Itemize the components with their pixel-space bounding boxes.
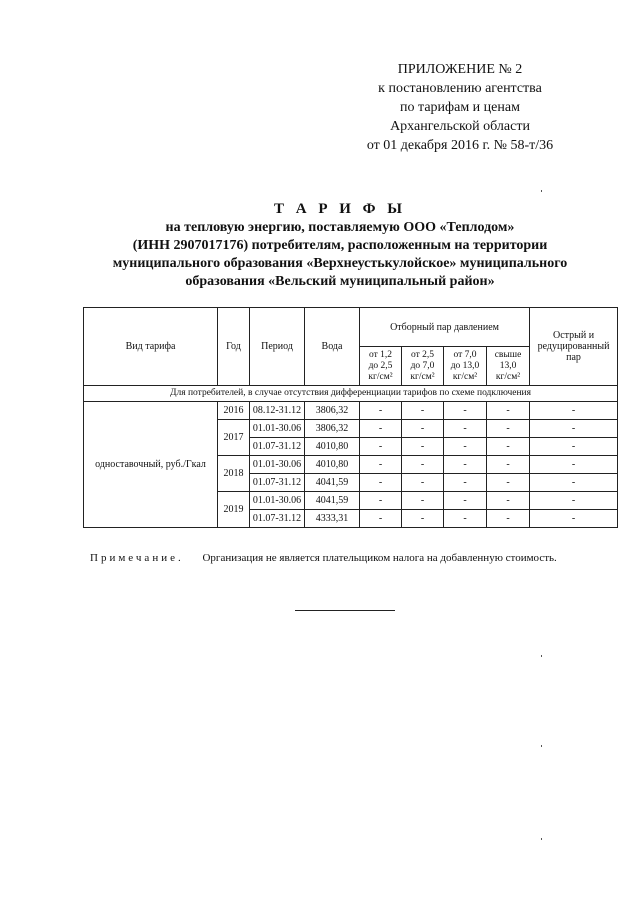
steam-cell: - bbox=[402, 492, 444, 510]
appendix-line: Архангельской области bbox=[390, 119, 530, 134]
steam-cell: - bbox=[402, 510, 444, 528]
steam-cell: - bbox=[402, 438, 444, 456]
steam-cell: - bbox=[444, 474, 487, 492]
appendix-line: от 01 декабря 2016 г. № 58-т/36 bbox=[366, 138, 554, 153]
note-text: Организация не является плательщиком налога на добавленную стоимость. bbox=[202, 552, 557, 564]
header-steam-2-5-to-7-0 bbox=[402, 347, 444, 386]
header-steam-7-0-to-13-0 bbox=[444, 347, 487, 386]
appendix-block bbox=[330, 60, 590, 155]
sharp-steam-cell: - bbox=[530, 510, 618, 528]
header-line: кг/см² bbox=[410, 371, 435, 382]
water-cell: 4010,80 bbox=[305, 438, 360, 456]
header-line: 13,0 bbox=[499, 360, 517, 371]
header-line: до 7,0 bbox=[410, 360, 435, 371]
header-sharp-steam: Острый и редуцированный пар bbox=[530, 308, 618, 386]
period-cell: 01.07-31.12 bbox=[250, 474, 305, 492]
title-line: образования «Вельский муниципальный район» bbox=[185, 274, 495, 289]
header-extraction-steam: Отборный пар давлением bbox=[360, 308, 530, 347]
header-tariff-type: Вид тарифа bbox=[84, 308, 218, 386]
note bbox=[90, 551, 610, 565]
steam-cell: - bbox=[360, 420, 402, 438]
note-label: Примечание. bbox=[90, 552, 184, 564]
steam-cell: - bbox=[487, 474, 530, 492]
document-title bbox=[60, 200, 620, 291]
steam-cell: - bbox=[444, 402, 487, 420]
year-cell: 2019 bbox=[218, 492, 250, 528]
header-year: Год bbox=[218, 308, 250, 386]
header-water: Вода bbox=[305, 308, 360, 386]
water-cell: 4041,59 bbox=[305, 492, 360, 510]
steam-cell: - bbox=[487, 492, 530, 510]
table-row bbox=[84, 402, 618, 420]
water-cell: 4333,31 bbox=[305, 510, 360, 528]
sharp-steam-cell: - bbox=[530, 492, 618, 510]
tariff-name-cell: одноставочный, руб./Гкал bbox=[84, 402, 218, 528]
water-cell: 4010,80 bbox=[305, 456, 360, 474]
water-cell: 4041,59 bbox=[305, 474, 360, 492]
appendix-line: по тарифам и ценам bbox=[400, 100, 520, 115]
header-line: кг/см² bbox=[495, 371, 521, 382]
steam-cell: - bbox=[402, 420, 444, 438]
tariff-table bbox=[83, 307, 618, 528]
steam-cell: - bbox=[487, 456, 530, 474]
scan-mark bbox=[541, 655, 542, 657]
scan-mark bbox=[541, 745, 542, 747]
steam-cell: - bbox=[402, 456, 444, 474]
steam-cell: - bbox=[360, 402, 402, 420]
water-cell: 3806,32 bbox=[305, 402, 360, 420]
period-cell: 01.01-30.06 bbox=[250, 492, 305, 510]
year-cell: 2017 bbox=[218, 420, 250, 456]
period-cell: 01.07-31.12 bbox=[250, 438, 305, 456]
header-steam-over-13-0 bbox=[487, 347, 530, 386]
header-line: от 7,0 bbox=[453, 349, 477, 360]
period-cell: 01.07-31.12 bbox=[250, 510, 305, 528]
steam-cell: - bbox=[360, 474, 402, 492]
sharp-steam-cell: - bbox=[530, 474, 618, 492]
steam-cell: - bbox=[444, 492, 487, 510]
header-line: до 13,0 bbox=[450, 360, 480, 371]
steam-cell: - bbox=[360, 438, 402, 456]
period-cell: 08.12-31.12 bbox=[250, 402, 305, 420]
steam-cell: - bbox=[487, 402, 530, 420]
sharp-steam-cell: - bbox=[530, 402, 618, 420]
title-line: (ИНН 2907017176) потребителям, расположенным на территории bbox=[132, 238, 548, 253]
appendix-line: ПРИЛОЖЕНИЕ № 2 bbox=[397, 62, 523, 77]
year-cell: 2016 bbox=[218, 402, 250, 420]
end-divider bbox=[295, 610, 395, 611]
period-cell: 01.01-30.06 bbox=[250, 420, 305, 438]
sharp-steam-cell: - bbox=[530, 438, 618, 456]
appendix-line: к постановлению агентства bbox=[378, 81, 542, 96]
steam-cell: - bbox=[487, 438, 530, 456]
steam-cell: - bbox=[360, 492, 402, 510]
steam-cell: - bbox=[402, 402, 444, 420]
group-label: Для потребителей, в случае отсутствия дифференциации тарифов по схеме подключения bbox=[84, 386, 618, 402]
sharp-steam-cell: - bbox=[530, 456, 618, 474]
steam-cell: - bbox=[444, 420, 487, 438]
title-line: муниципального образования «Верхнеустькулойское» муниципального bbox=[112, 256, 568, 271]
title-main: Т А Р И Ф Ы bbox=[273, 201, 407, 217]
steam-cell: - bbox=[487, 510, 530, 528]
header-line: до 2,5 bbox=[368, 360, 393, 371]
period-cell: 01.01-30.06 bbox=[250, 456, 305, 474]
steam-cell: - bbox=[402, 474, 444, 492]
header-line: от 2,5 bbox=[410, 349, 435, 360]
steam-cell: - bbox=[360, 456, 402, 474]
year-cell: 2018 bbox=[218, 456, 250, 492]
header-line: от 1,2 bbox=[368, 349, 393, 360]
header-line: кг/см² bbox=[452, 371, 478, 382]
title-line: на тепловую энергию, поставляемую ООО «Теплодом» bbox=[165, 220, 515, 235]
header-line: свыше bbox=[494, 349, 522, 360]
steam-cell: - bbox=[444, 438, 487, 456]
water-cell: 3806,32 bbox=[305, 420, 360, 438]
steam-cell: - bbox=[444, 510, 487, 528]
steam-cell: - bbox=[444, 456, 487, 474]
header-line: кг/см² bbox=[368, 371, 393, 382]
steam-cell: - bbox=[360, 510, 402, 528]
sharp-steam-cell: - bbox=[530, 420, 618, 438]
scan-mark bbox=[541, 838, 542, 840]
steam-cell: - bbox=[487, 420, 530, 438]
header-period: Период bbox=[250, 308, 305, 386]
scan-mark bbox=[541, 190, 542, 192]
header-steam-1-2-to-2-5 bbox=[360, 347, 402, 386]
